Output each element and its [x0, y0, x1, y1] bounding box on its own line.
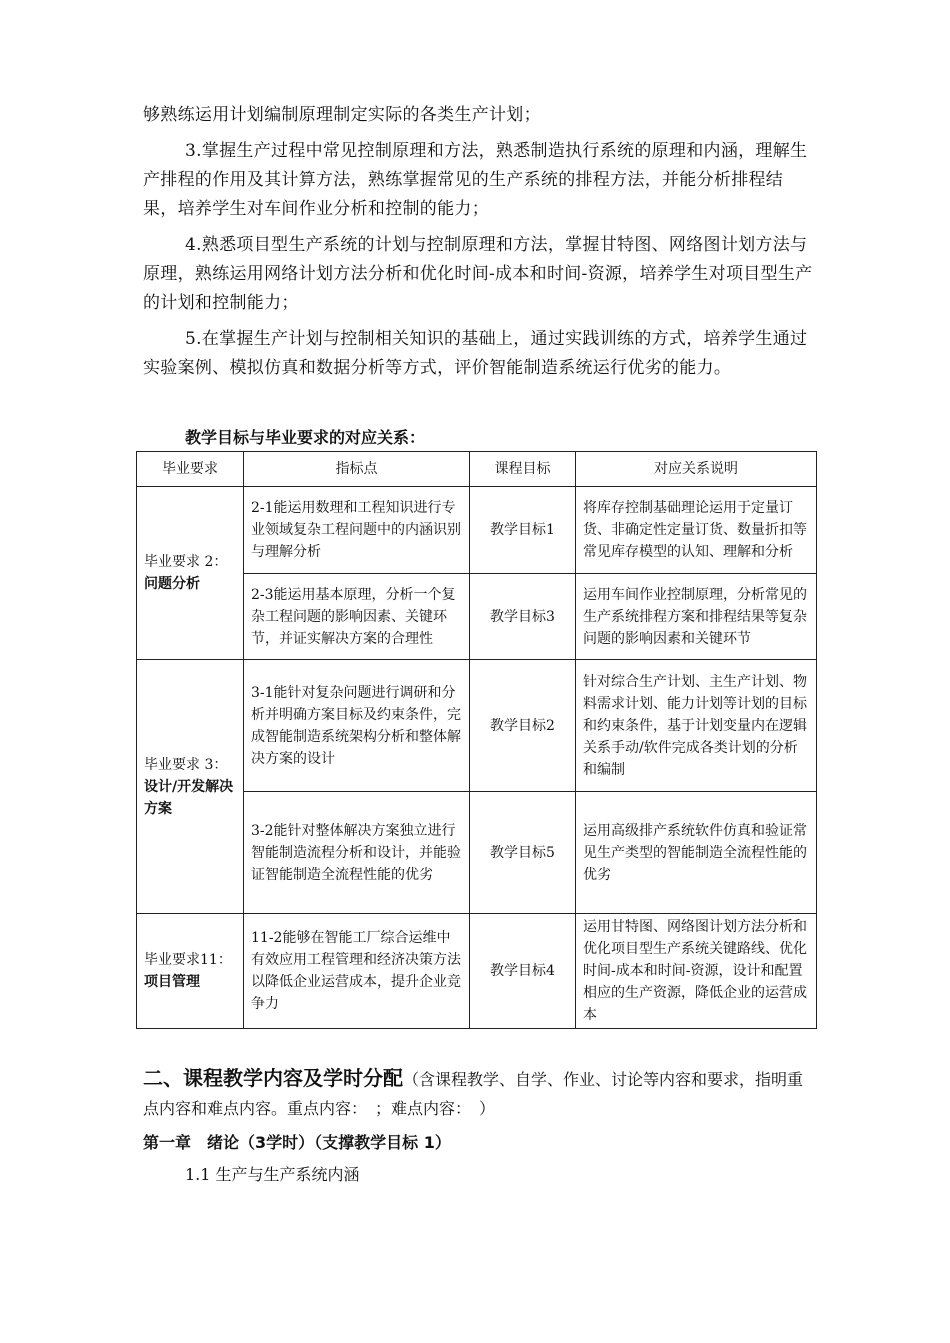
- header-cell: 对应关系说明: [576, 452, 817, 487]
- table-row: [137, 660, 817, 792]
- header-cell: 毕业要求: [137, 452, 244, 487]
- requirement-cell: [137, 914, 244, 1029]
- indicator-cell: 2-3能运用基本原理，分析一个复杂工程问题的影响因素、关键环节，并证实解决方案的合理性: [244, 574, 470, 660]
- requirement-label: 毕业要求 3：: [144, 756, 228, 773]
- section-title: 二、课程教学内容及学时分配: [143, 1066, 403, 1090]
- section-heading: [143, 1064, 813, 1123]
- table-row: [137, 914, 817, 1029]
- description-cell: 运用甘特图、网络图计划方法分析和优化项目型生产系统关键路线、优化时间-成本和时间-资源，设计和配置相应的生产资源，降低企业的运营成本: [576, 914, 817, 1029]
- indicator-cell: 3-2能针对整体解决方案独立进行智能制造流程分析和设计，并能验证智能制造全流程性能的优劣: [244, 792, 470, 914]
- table-row: [137, 487, 817, 574]
- requirement-title: 问题分析: [144, 576, 200, 592]
- course-goal-cell: 教学目标2: [470, 660, 576, 792]
- paragraph-goal-3: 3.掌握生产过程中常见控制原理和方法，熟悉制造执行系统的原理和内涵，理解生产排程的作用及其计算方法，熟练掌握常见的生产系统的排程方法，并能分析排程结果，培养学生对车间作业分析和控制的能力；: [143, 141, 808, 219]
- requirements-mapping-table: [136, 451, 817, 1029]
- header-cell: 课程目标: [470, 452, 576, 487]
- indicator-cell: 11-2能够在智能工厂综合运维中有效应用工程管理和经济决策方法以降低企业运营成本，提升企业竞争力: [244, 914, 470, 1029]
- description-cell: 将库存控制基础理论运用于定量订货、非确定性定量订货、数量折扣等常见库存模型的认知、理解和分析: [576, 487, 817, 574]
- description-cell: 针对综合生产计划、主生产计划、物料需求计划、能力计划等计划的目标和约束条件，基于计划变量内在逻辑关系手动/软件完成各类计划的分析和编制: [576, 660, 817, 792]
- table-header-row: [137, 452, 817, 487]
- requirement-cell: [137, 487, 244, 660]
- header-cell: 指标点: [244, 452, 470, 487]
- requirement-cell: [137, 660, 244, 914]
- course-goal-cell: 教学目标3: [470, 574, 576, 660]
- paragraph-goal-5: 5.在掌握生产计划与控制相关知识的基础上，通过实践训练的方式，培养学生通过实验案例、模拟仿真和数据分析等方式，评价智能制造系统运行优劣的能力。: [143, 329, 808, 378]
- description-cell: 运用高级排产系统软件仿真和验证常见生产类型的智能制造全流程性能的优劣: [576, 792, 817, 914]
- requirement-label: 毕业要求 2：: [144, 554, 228, 570]
- table-caption: 教学目标与毕业要求的对应关系：: [185, 428, 426, 447]
- section-note: （含课程教学、自学、作业、讨论等内容和要求，指明重点内容和难点内容。重点内容： ；难点内容： ）: [143, 1070, 804, 1118]
- course-goal-cell: 教学目标1: [470, 487, 576, 574]
- requirement-label: 毕业要求11：: [144, 952, 232, 968]
- chapter-heading: 第一章 绪论（3学时）（支撑教学目标 1）: [143, 1133, 451, 1152]
- indicator-cell: 3-1能针对复杂问题进行调研和分析并明确方案目标及约束条件，完成智能制造系统架构分析和整体解决方案的设计: [244, 660, 470, 792]
- indicator-cell: 2-1能运用数理和工程知识进行专业领域复杂工程问题中的内涵识别与理解分析: [244, 487, 470, 574]
- description-cell: 运用车间作业控制原理，分析常见的生产系统排程方案和排程结果等复杂问题的影响因素和关键环节: [576, 574, 817, 660]
- paragraph-goal-4: 4.熟悉项目型生产系统的计划与控制原理和方法，掌握甘特图、网络图计划方法与原理，熟练运用网络计划方法分析和优化时间-成本和时间-资源，培养学生对项目型生产的计划和控制能力；: [143, 235, 813, 313]
- requirement-title: 项目管理: [144, 974, 200, 990]
- requirement-title: 设计/开发解决方案: [144, 778, 234, 817]
- course-goal-cell: 教学目标5: [470, 792, 576, 914]
- subsection-heading: 1.1 生产与生产系统内涵: [185, 1165, 360, 1184]
- paragraph-continued: 够熟练运用计划编制原理制定实际的各类生产计划；: [143, 105, 541, 125]
- course-goal-cell: 教学目标4: [470, 914, 576, 1029]
